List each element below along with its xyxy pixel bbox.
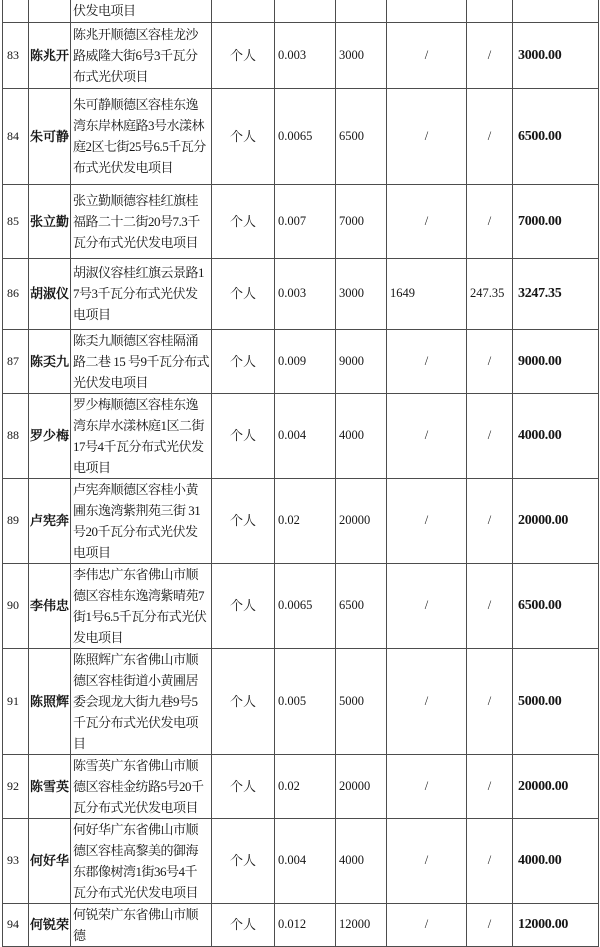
table-row xyxy=(3,393,599,478)
cell-amount: 3000.00 xyxy=(513,22,599,88)
cell-name: 陈兆开 xyxy=(29,22,71,88)
cell-project: 陈雪英广东省佛山市顺德区容桂金纺路5号20千瓦分布式光伏发电项目 xyxy=(71,754,212,818)
cell-v1: 0.004 xyxy=(275,818,336,903)
cell-type xyxy=(212,0,275,22)
cell-name: 李伟忠 xyxy=(29,563,71,648)
cell-no xyxy=(3,0,29,22)
cell-v3: / xyxy=(387,393,467,478)
table-row xyxy=(3,478,599,563)
cell-v1 xyxy=(275,0,336,22)
cell-v3: / xyxy=(387,563,467,648)
cell-v2: 12000 xyxy=(336,903,387,946)
cell-amount xyxy=(513,0,599,22)
cell-v1: 0.012 xyxy=(275,903,336,946)
cell-v3: 1649 xyxy=(387,258,467,329)
cell-amount: 4000.00 xyxy=(513,818,599,903)
cell-name: 何锐荣 xyxy=(29,903,71,946)
cell-v3 xyxy=(387,0,467,22)
cell-no: 87 xyxy=(3,329,29,393)
cell-v3: / xyxy=(387,329,467,393)
cell-v1: 0.005 xyxy=(275,648,336,754)
cell-amount: 6500.00 xyxy=(513,88,599,184)
cell-type: 个人 xyxy=(212,258,275,329)
cell-no: 88 xyxy=(3,393,29,478)
cell-v4: / xyxy=(467,563,513,648)
cell-v4: / xyxy=(467,754,513,818)
table-row xyxy=(3,754,599,818)
cell-no: 83 xyxy=(3,22,29,88)
cell-amount: 7000.00 xyxy=(513,184,599,258)
cell-name: 胡淑仪 xyxy=(29,258,71,329)
cell-v1: 0.02 xyxy=(275,478,336,563)
cell-v2: 7000 xyxy=(336,184,387,258)
cell-v4: / xyxy=(467,88,513,184)
cell-v3: / xyxy=(387,754,467,818)
cell-v2: 3000 xyxy=(336,22,387,88)
cell-amount: 9000.00 xyxy=(513,329,599,393)
cell-project: 朱可静顺德区容桂东逸湾东岸林庭路3号水漾林庭2区七街25号6.5千瓦分布式光伏发电项目 xyxy=(71,88,212,184)
cell-type: 个人 xyxy=(212,818,275,903)
cell-no: 86 xyxy=(3,258,29,329)
cell-v2: 9000 xyxy=(336,329,387,393)
cell-project: 张立勤顺德容桂红旗桂福路二十二街20号7.3千瓦分布式光伏发电项目 xyxy=(71,184,212,258)
cell-name: 陈奀九 xyxy=(29,329,71,393)
cell-no: 93 xyxy=(3,818,29,903)
cell-type: 个人 xyxy=(212,88,275,184)
table-row xyxy=(3,329,599,393)
cell-amount: 12000.00 xyxy=(513,903,599,946)
cell-v2: 6500 xyxy=(336,563,387,648)
cell-type: 个人 xyxy=(212,184,275,258)
cell-project: 卢宪奔顺德区容桂小黄圃东逸湾紫荆苑三街 31 号20千瓦分布式光伏发电项目 xyxy=(71,478,212,563)
cell-v2: 20000 xyxy=(336,478,387,563)
table-row xyxy=(3,184,599,258)
cell-v1: 0.003 xyxy=(275,22,336,88)
cell-v2: 4000 xyxy=(336,818,387,903)
cell-v2: 3000 xyxy=(336,258,387,329)
cell-amount: 20000.00 xyxy=(513,754,599,818)
cell-v4: / xyxy=(467,184,513,258)
cell-project: 何锐荣广东省佛山市顺德 xyxy=(71,903,212,946)
cell-v1: 0.007 xyxy=(275,184,336,258)
cell-v4: / xyxy=(467,329,513,393)
cell-v1: 0.003 xyxy=(275,258,336,329)
cell-v3: / xyxy=(387,184,467,258)
cell-type: 个人 xyxy=(212,478,275,563)
cell-v4 xyxy=(467,0,513,22)
cell-name xyxy=(29,0,71,22)
cell-amount: 3247.35 xyxy=(513,258,599,329)
table-body xyxy=(3,0,599,946)
table-row xyxy=(3,258,599,329)
cell-project: 罗少梅顺德区容桂东逸湾东岸水漾林庭1区二街17号4千瓦分布式光伏发电项目 xyxy=(71,393,212,478)
table-row xyxy=(3,903,599,946)
cell-name: 朱可静 xyxy=(29,88,71,184)
cell-no: 90 xyxy=(3,563,29,648)
cell-project: 何好华广东省佛山市顺德区容桂高黎美的御海东郡像树湾1街36号4千瓦分布式光伏发电项目 xyxy=(71,818,212,903)
cell-v4: / xyxy=(467,903,513,946)
table-row xyxy=(3,818,599,903)
cell-v2: 20000 xyxy=(336,754,387,818)
cell-amount: 4000.00 xyxy=(513,393,599,478)
table-row xyxy=(3,22,599,88)
cell-v3: / xyxy=(387,88,467,184)
cell-type: 个人 xyxy=(212,903,275,946)
cell-type: 个人 xyxy=(212,22,275,88)
cell-project: 胡淑仪容桂红旗云景路17号3千瓦分布式光伏发电项目 xyxy=(71,258,212,329)
table-row xyxy=(3,563,599,648)
cell-v1: 0.02 xyxy=(275,754,336,818)
cell-v2: 4000 xyxy=(336,393,387,478)
cell-v4: / xyxy=(467,648,513,754)
cell-v3: / xyxy=(387,478,467,563)
cell-v2: 6500 xyxy=(336,88,387,184)
cell-amount: 20000.00 xyxy=(513,478,599,563)
cell-name: 卢宪奔 xyxy=(29,478,71,563)
cell-type: 个人 xyxy=(212,329,275,393)
pv-project-table xyxy=(2,0,599,947)
cell-project: 陈照辉广东省佛山市顺德区容桂街道小黄圃居委会现龙大街九巷9号5千瓦分布式光伏发电项目 xyxy=(71,648,212,754)
cell-v4: / xyxy=(467,393,513,478)
cell-no: 92 xyxy=(3,754,29,818)
cell-name: 何好华 xyxy=(29,818,71,903)
cell-v1: 0.004 xyxy=(275,393,336,478)
cell-v4: / xyxy=(467,22,513,88)
table-row xyxy=(3,648,599,754)
cell-type: 个人 xyxy=(212,563,275,648)
cell-amount: 6500.00 xyxy=(513,563,599,648)
cell-v1: 0.009 xyxy=(275,329,336,393)
cell-project: 李伟忠广东省佛山市顺德区容桂东逸湾紫晴苑7街1号6.5千瓦分布式光伏发电项目 xyxy=(71,563,212,648)
cell-no: 85 xyxy=(3,184,29,258)
cell-no: 91 xyxy=(3,648,29,754)
cell-no: 94 xyxy=(3,903,29,946)
cell-v4: / xyxy=(467,478,513,563)
cell-v1: 0.0065 xyxy=(275,88,336,184)
cell-project: 陈兆开顺德区容桂龙沙路威隆大街6号3千瓦分布式光伏项目 xyxy=(71,22,212,88)
cell-name: 罗少梅 xyxy=(29,393,71,478)
cell-type: 个人 xyxy=(212,648,275,754)
cell-type: 个人 xyxy=(212,393,275,478)
cell-name: 张立勤 xyxy=(29,184,71,258)
cell-v4: 247.35 xyxy=(467,258,513,329)
cell-name: 陈照辉 xyxy=(29,648,71,754)
cell-name: 陈雪英 xyxy=(29,754,71,818)
cell-v2 xyxy=(336,0,387,22)
cell-v3: / xyxy=(387,22,467,88)
cell-v3: / xyxy=(387,648,467,754)
cell-v3: / xyxy=(387,903,467,946)
cell-no: 84 xyxy=(3,88,29,184)
cell-amount: 5000.00 xyxy=(513,648,599,754)
cell-v2: 5000 xyxy=(336,648,387,754)
table-row-partial xyxy=(3,0,599,22)
cell-no: 89 xyxy=(3,478,29,563)
cell-v3: / xyxy=(387,818,467,903)
cell-type: 个人 xyxy=(212,754,275,818)
cell-v4: / xyxy=(467,818,513,903)
cell-v1: 0.0065 xyxy=(275,563,336,648)
table-row xyxy=(3,88,599,184)
cell-project: 陈奀九顺德区容桂隔涌路二巷 15 号9千瓦分布式光伏发电项目 xyxy=(71,329,212,393)
cell-project: 伏发电项目 xyxy=(71,0,212,22)
